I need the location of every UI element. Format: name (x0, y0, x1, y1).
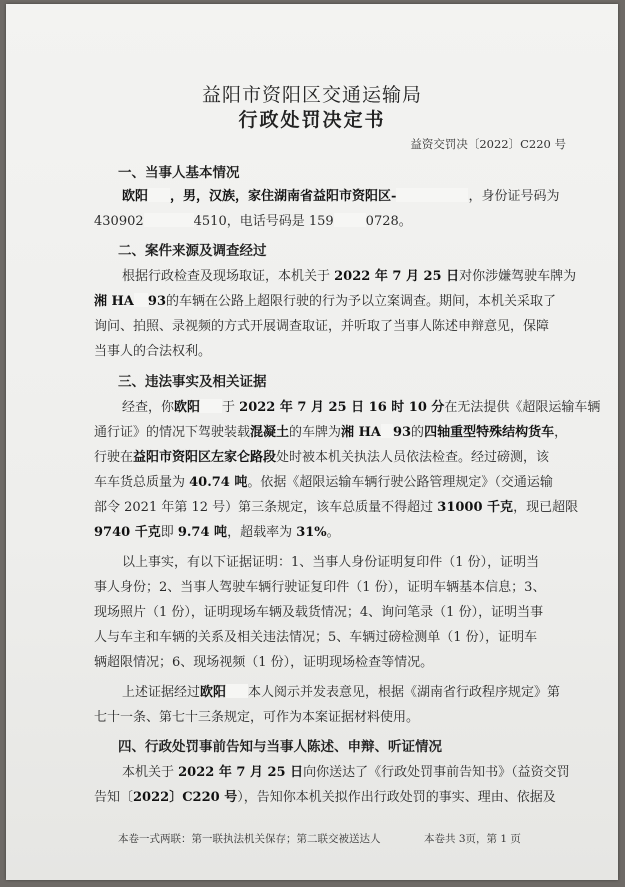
text-run: 告知〔 (94, 790, 134, 805)
evidence-line-3: 现场照片（1 份），证明现场车辆及载货情况；4、询问笔录（1 份），证明当事 (94, 605, 544, 620)
violation-location: 益阳市资阳区左家仑路段 (133, 450, 277, 465)
party-name: 欧阳 (200, 685, 227, 700)
evidence-line-1: 以上事实，有以下证据证明：1、当事人身份证明复印件（1 份），证明当 (122, 555, 540, 570)
section-1-line-2 (94, 210, 564, 229)
evidence-confirm-line-2: 七十一条、第七十三条规定，可作为本案证据材料使用。 (94, 710, 420, 725)
text-run: 在无法提供《超限运输车辆 (444, 400, 601, 415)
redaction-mark (148, 188, 170, 202)
text-run: 车车货总质量为 (94, 475, 190, 490)
section-4-heading: 四、行政处罚事前告知与当事人陈述、申辩、听证情况 (118, 739, 442, 755)
text-run: 的车牌为 (289, 425, 342, 440)
party-details: ，男，汉族，家住 (170, 189, 275, 204)
text-run: 部令 2021 年第 12 号）第三条规定，该车总质量不得超过 (94, 500, 438, 515)
section-3-line-1 (122, 396, 601, 415)
footer-copies-note: 本卷一式两联：第一联执法机关保存；第二联交被送达人 (118, 833, 381, 845)
violation-time: 2022 年 7 月 25 日 16 时 10 分 (239, 400, 445, 415)
overweight-kg: 9740 千克 (94, 525, 161, 540)
section-2-line-3: 询问、拍照、录视频的方式开展调查取证，并听取了当事人陈述申辩意见，保障 (94, 319, 550, 334)
text-run: 行驶在 (94, 450, 134, 465)
redaction-mark (381, 424, 393, 438)
filing-date: 2022 年 7 月 25 日 (334, 269, 460, 284)
text-run: ，现已超限 (513, 500, 579, 515)
text-run: 。 (326, 525, 340, 540)
section-2-line-1 (122, 265, 577, 284)
notice-number: 2022〕C220 号 (133, 790, 238, 805)
section-3-heading: 三、违法事实及相关证据 (118, 374, 267, 390)
text-run: 向你送达了《行政处罚事前告知书》（益资交罚 (303, 765, 570, 780)
text-run: 对你涉嫌驾驶车牌为 (459, 269, 577, 284)
section-3-line-2 (94, 421, 568, 440)
section-2-line-4: 当事人的合法权利。 (94, 344, 212, 359)
total-weight: 40.74 吨 (189, 475, 248, 490)
overload-rate: 31% (296, 525, 327, 540)
text-run: 本人阅示并发表意见，根据《湖南省行政程序规定》第 (248, 685, 561, 700)
plate-number-tail: 93 (147, 294, 166, 309)
cargo-type: 混凝土 (250, 425, 290, 440)
document-page (6, 4, 618, 880)
weight-limit: 31000 千克 (437, 500, 514, 515)
section-1-line-1 (122, 185, 564, 204)
section-4-line-1 (122, 761, 570, 780)
text-run: 根据行政检查及现场取证，本机关于 (122, 269, 335, 284)
section-2-heading: 二、案件来源及调查经过 (118, 243, 267, 259)
id-prefix: 430902 (94, 214, 144, 229)
issuing-authority: 益阳市资阳区交通运输局 (201, 84, 422, 106)
text-run: 的 (411, 425, 425, 440)
text-run: ，超载率为 (227, 525, 297, 540)
redaction-mark (334, 213, 366, 227)
text-run: ），告知你本机关拟作出行政处罚的事实、理由、依据及 (237, 790, 556, 805)
section-3-line-4 (94, 471, 564, 490)
evidence-line-5: 辆超限情况；6、现场视频（1 份），证明现场检查等情况。 (94, 655, 434, 670)
party-name: 欧阳 (174, 400, 201, 415)
redaction-mark (200, 399, 222, 413)
evidence-confirm-line-1 (122, 681, 564, 700)
redaction-mark (226, 684, 248, 698)
text-run: 即 (160, 525, 178, 540)
plate-number: 湘 HA (94, 294, 134, 309)
evidence-line-2: 事人身份；2、当事人驾驶车辆行驶证复印件（1 份），证明车辆基本信息；3、 (94, 580, 546, 595)
id-suffix-phone: 4510，电话号码是 159 (193, 214, 334, 229)
section-3-line-6 (94, 521, 564, 540)
text-run: 通行证》的情况下驾驶装载 (94, 425, 251, 440)
redaction-mark (144, 213, 194, 227)
section-1-heading: 一、当事人基本情况 (118, 165, 240, 181)
text-run: 。依据《超限运输车辆行驶公路管理规定》（交通运输 (247, 475, 553, 490)
plate-number: 湘 HA (341, 425, 381, 440)
text-run: 于 (222, 400, 240, 415)
overweight-tons: 9.74 吨 (177, 525, 228, 540)
document-number: 益资交罚决〔2022〕C220 号 (410, 137, 566, 151)
party-address: 湖南省益阳市资阳区- (274, 189, 397, 204)
notice-date: 2022 年 7 月 25 日 (178, 765, 304, 780)
party-name: 欧阳 (122, 189, 149, 204)
plate-number-tail: 93 (392, 425, 412, 440)
text-run: 本机关于 (122, 765, 179, 780)
phone-suffix: 0728。 (365, 214, 412, 229)
evidence-line-4: 人与车主和车辆的关系及相关违法情况；5、车辆过磅检测单（1 份），证明车 (94, 630, 538, 645)
text-run: 经查，你 (122, 400, 175, 415)
text-run: 处时被本机关执法人员依法检查。经过磅测，该 (276, 450, 550, 465)
text-run: 的车辆在公路上超限行驶的行为予以立案调查。期间，本机关采取了 (166, 294, 557, 309)
text-run: ， (554, 425, 568, 440)
document-title: 行政处罚决定书 (238, 109, 386, 131)
section-4-line-2 (94, 786, 564, 805)
redaction-mark (134, 293, 148, 307)
section-2-line-2 (94, 290, 564, 309)
vehicle-type: 四轴重型特殊结构货车 (424, 425, 555, 440)
section-3-line-5 (94, 496, 579, 515)
text-run: 上述证据经过 (122, 685, 201, 700)
redaction-mark (396, 188, 468, 202)
section-3-line-3 (94, 446, 564, 465)
footer-page-number: 本卷共 3页，第 1 页 (424, 833, 521, 845)
id-label: ，身份证号码为 (468, 189, 560, 204)
